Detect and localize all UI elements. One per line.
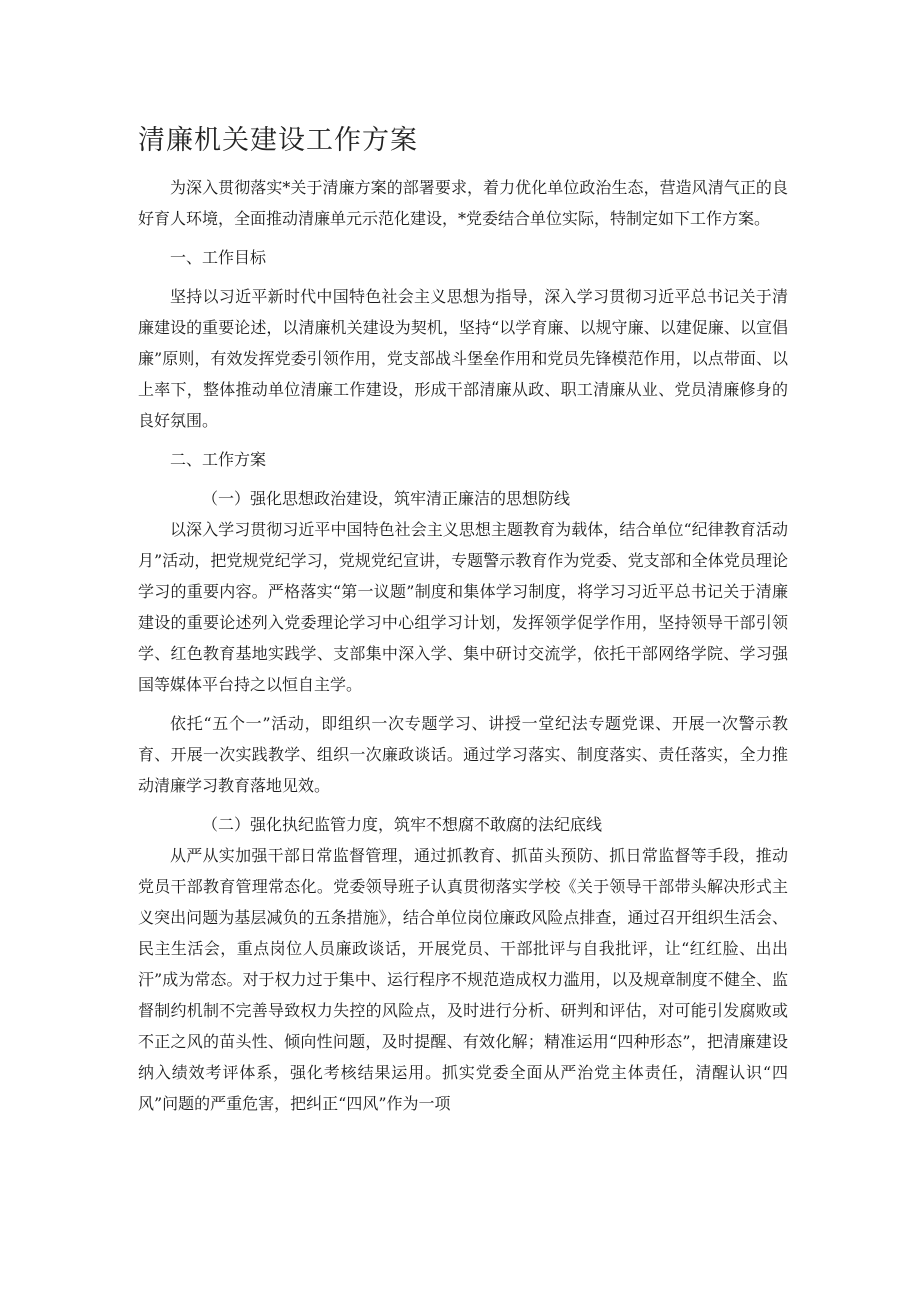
subsection-heading-discipline: （二）强化执纪监管力度，筑牢不想腐不敢腐的法纪底线 — [202, 815, 603, 834]
section-heading-plan: 二、工作方案 — [170, 450, 267, 469]
section-heading-goals: 一、工作目标 — [170, 248, 267, 267]
document-title: 清廉机关建设工作方案 — [138, 125, 418, 156]
political-paragraph-1: 以深入学习贯彻习近平中国特色社会主义思想主题教育为载体，结合单位“纪律教育活动月”活动，把党规党纪学习，党规党纪宣讲，专题警示教育作为党委、党支部和全体党员理论学习的重要内容。严格落实“第一议题”制度和集体学习制度，将学习习近平总书记关于清廉建设的重要论述列入党委理论学习中心组学习计划，发挥领学促学作用，坚持领导干部引领学、红色教育基地实践学、支部集中深入学、集中研讨交流学，依托干部网络学院、学习强国等媒体平台持之以恒自主学。 — [138, 520, 788, 694]
intro-paragraph: 为深入贯彻落实*关于清廉方案的部署要求，着力优化单位政治生态，营造风清气正的良好育人环境，全面推动清廉单元示范化建设，*党委结合单位实际，特制定如下工作方案。 — [138, 178, 788, 228]
goals-paragraph: 坚持以习近平新时代中国特色社会主义思想为指导，深入学习贯彻习近平总书记关于清廉建设的重要论述，以清廉机关建设为契机，坚持“以学育廉、以规守廉、以建促廉、以宣倡廉”原则，有效发挥党委引领作用，党支部战斗堡垒作用和党员先锋模范作用，以点带面、以上率下，整体推动单位清廉工作建设，形成干部清廉从政、职工清廉从业、党员清廉修身的良好氛围。 — [138, 287, 788, 430]
political-paragraph-2: 依托“五个一”活动，即组织一次专题学习、讲授一堂纪法专题党课、开展一次警示教育、开展一次实践教学、组织一次廉政谈话。通过学习落实、制度落实、责任落实，全力推动清廉学习教育落地见效。 — [138, 714, 788, 795]
subsection-heading-political: （一）强化思想政治建设，筑牢清正廉洁的思想防线 — [202, 489, 571, 508]
discipline-paragraph-1: 从严从实加强干部日常监督管理，通过抓教育、抓苗头预防、抓日常监督等手段，推动党员干部教育管理常态化。党委领导班子认真贯彻落实学校《关于领导干部带头解决形式主义突出问题为基层减负的五条措施》，结合单位岗位廉政风险点排查，通过召开组织生活会、民主生活会，重点岗位人员廉政谈话，开展党员、干部批评与自我批评，让“红红脸、出出汗”成为常态。对于权力过于集中、运行程序不规范造成权力滥用，以及规章制度不健全、监督制约机制不完善导致权力失控的风险点，及时进行分析、研判和评估，对可能引发腐败或不正之风的苗头性、倾向性问题，及时提醒、有效化解；精准运用“四种形态”，把清廉建设纳入绩效考评体系，强化考核结果运用。抓实党委全面从严治党主体责任，清醒认识“四风”问题的严重危害，把纠正“四风”作为一项 — [138, 846, 788, 1113]
document-body — [138, 172, 788, 1127]
